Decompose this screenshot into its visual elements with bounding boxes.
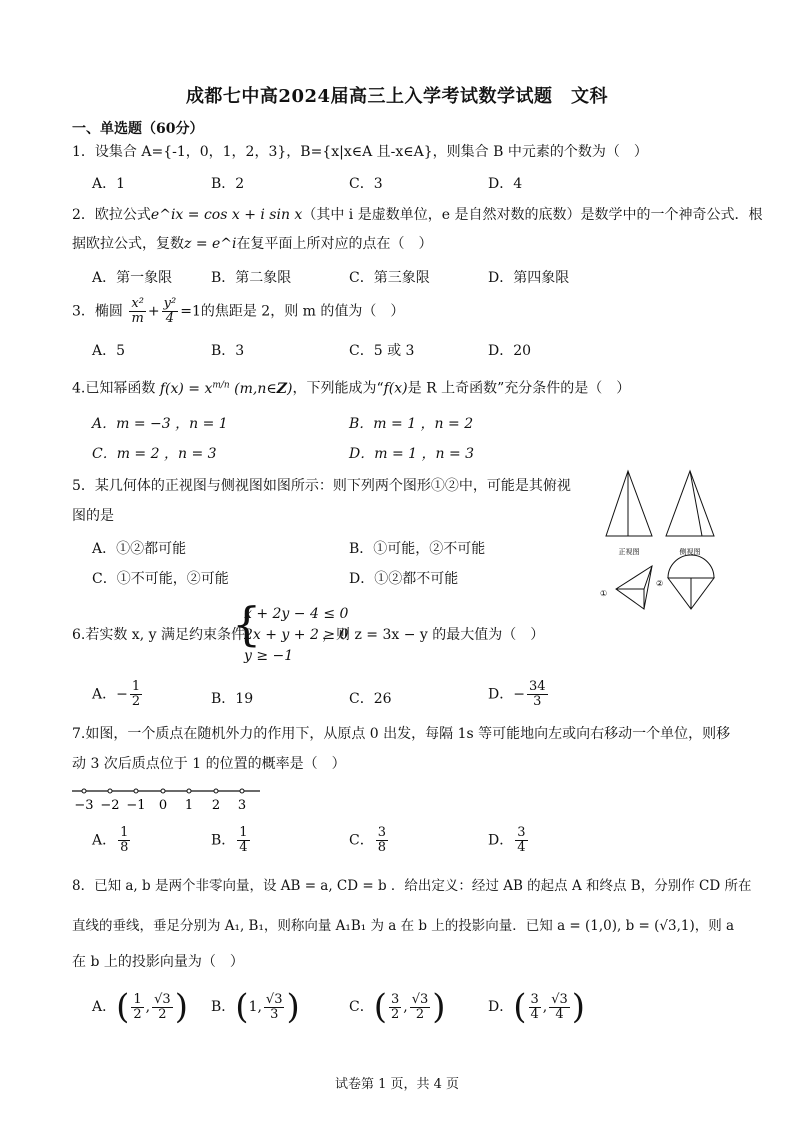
front-view-label: 正视图 <box>618 548 640 556</box>
q5-option-d[interactable]: D．①②都不可能 <box>349 571 459 587</box>
q1-option-a[interactable]: A．1 <box>92 176 126 192</box>
q6-option-a[interactable]: A．− $\frac{1}{2}$ <box>92 679 141 709</box>
q6-option-c[interactable]: C．26 <box>349 691 392 707</box>
q2-line2-b: 在复平面上所对应的点在（ ） <box>236 236 433 252</box>
q4-option-c[interactable]: C．m = 2 ，n = 3 <box>92 446 217 462</box>
q2-option-b[interactable]: B．第二象限 <box>211 270 292 286</box>
front-view-shape <box>606 471 652 536</box>
q6-brace: { <box>232 597 262 651</box>
question-2-stem <box>72 205 762 225</box>
q2-option-d[interactable]: D．第四象限 <box>488 270 570 286</box>
q3-ellipse-x-term: $\frac{\text{x²}}{m}$ <box>131 296 144 326</box>
q1-option-b[interactable]: B．2 <box>211 176 245 192</box>
side-view-label: 侧视图 <box>679 548 701 556</box>
q5-option-a[interactable]: A．①②都可能 <box>92 541 187 557</box>
q4-stem-a: 4.已知幂函数 <box>72 380 156 397</box>
question-7-line1: 7.如图，一个质点在随机外力的作用下，从原点 0 出发，每隔 1s 等可能地向左或向右移动一个单位，则移 <box>72 726 731 742</box>
q3-option-b[interactable]: B．3 <box>211 343 245 359</box>
q2-complex-z: z = e^i <box>184 236 237 252</box>
question-8-line2: 直线的垂线，垂足分别为 A₁, B₁，则称向量 A₁B₁ 为 a 在 b 上的投影向量．已知 a = (1,0), b = (√3,1)，则 a <box>72 918 735 934</box>
tick-label: −2 <box>100 798 120 813</box>
q8-option-c[interactable]: C．( $\frac{3}{2}$ , $\frac{√3}{2}$ ) <box>349 987 446 1027</box>
option-1-label: ① <box>600 589 608 598</box>
q4-power-function: $f(x) = x^{m/n}$ (m,n∈Z) <box>159 380 293 397</box>
q3-stem-b: 的焦距是 2，则 m 的值为（ ） <box>200 303 405 320</box>
q8-option-d[interactable]: D．( $\frac{3}{4}$ , $\frac{√3}{4}$ ) <box>488 987 586 1027</box>
option-2-label: ② <box>656 579 664 588</box>
q3-option-a[interactable]: A．5 <box>92 343 126 359</box>
q2-option-c[interactable]: C．第三象限 <box>349 270 430 286</box>
q7-option-a[interactable]: A． $\frac{1}{8}$ <box>92 825 129 855</box>
tick-label: −1 <box>126 798 146 813</box>
q7-option-d[interactable]: D． $\frac{3}{4}$ <box>488 825 526 855</box>
section-heading: 一、单选题（60分） <box>72 121 204 137</box>
q8-option-a[interactable]: A．( $\frac{1}{2}$ , $\frac{√3}{2}$ ) <box>92 987 188 1027</box>
q6-stem-b: ，则 z = 3x − y 的最大值为（ ） <box>322 627 545 643</box>
q4-option-d[interactable]: D．m = 1 ，n = 3 <box>349 446 475 462</box>
q5-option-c[interactable]: C．①不可能，②可能 <box>92 571 229 587</box>
question-2-line2 <box>72 234 433 254</box>
question-4-stem <box>72 375 630 399</box>
question-7-line2: 动 3 次后质点位于 1 的位置的概率是（ ） <box>72 756 346 772</box>
q8-option-b[interactable]: B．(1, $\frac{√3}{3}$ ) <box>211 987 300 1027</box>
q1-option-d[interactable]: D．4 <box>488 176 523 192</box>
q2-option-a[interactable]: A．第一象限 <box>92 270 173 286</box>
q3-ellipse-y-term: $\frac{\text{y²}}{4}$ <box>163 296 177 326</box>
q3-stem-a: 3．椭圆 <box>72 303 123 320</box>
q6-option-d[interactable]: D．− $\frac{34}{3}$ <box>488 679 546 709</box>
tick-label: 1 <box>184 798 194 813</box>
option-1-shape <box>616 566 652 609</box>
q7-option-b[interactable]: B． $\frac{1}{4}$ <box>211 825 248 855</box>
question-8-line1: 8．已知 a, b 是两个非零向量，设 AB = a, CD = b ．给出定义：经过 AB 的起点 A 和终点 B，分别作 CD 所在 <box>72 878 752 894</box>
q4-option-a[interactable]: A．m = −3 ，n = 1 <box>92 416 228 432</box>
q4-stem-c: 是 R 上奇函数”充分条件的是（ ） <box>407 380 631 397</box>
q4-fx: f(x) <box>383 380 408 397</box>
question-5-line2: 图的是 <box>72 508 114 524</box>
q2-stem-a: 2．欧拉公式 <box>72 207 151 223</box>
q6-constraint-3: y ≥ −1 <box>244 648 294 664</box>
tick-label: −3 <box>74 798 94 813</box>
tick-label: 3 <box>237 798 247 813</box>
q6-constraint-2: 2x + y + 2 ≥ 0 <box>244 627 349 643</box>
q6-constraint-1: x + 2y − 4 ≤ 0 <box>244 606 349 622</box>
question-5-line1: 5．某几何体的正视图与侧视图如图所示：则下列两个图形①②中，可能是其俯视 <box>72 478 571 494</box>
q3-option-d[interactable]: D．20 <box>488 343 532 359</box>
q5-option-b[interactable]: B．①可能，②不可能 <box>349 541 486 557</box>
q3-option-c[interactable]: C．5 或 3 <box>349 343 415 359</box>
q6-stem-a: 6.若实数 x, y 满足约束条件 <box>72 627 245 643</box>
q7-option-c[interactable]: C． $\frac{3}{8}$ <box>349 825 386 855</box>
q2-line2-a: 据欧拉公式，复数 <box>72 236 184 252</box>
q1-option-c[interactable]: C．3 <box>349 176 383 192</box>
side-view-shape <box>666 471 714 536</box>
question-1-stem: 1．设集合 A={-1，0，1，2，3}，B={x|x∈A 且-x∈A}，则集合 B 中元素的个数为（ ） <box>72 144 648 160</box>
page-title: 成都七中高2024届高三上入学考试数学试题 文科 <box>185 86 609 107</box>
number-line <box>70 784 270 814</box>
page-footer: 试卷第 1 页，共 4 页 <box>334 1077 460 1092</box>
q5-figure <box>594 466 744 616</box>
q2-euler-formula: e^ix = cos x + i sin x <box>150 207 303 223</box>
question-3-stem: 3．椭圆 $\frac{\text{x²}}{m}$ + $\frac{\text{y²}}{4}$ =1的焦距是 2，则 m 的值为（ ） <box>72 296 405 326</box>
tick-label: 2 <box>211 798 221 813</box>
q2-stem-b: （其中 i 是虚数单位，e 是自然对数的底数）是数学中的一个神奇公式．根 <box>302 207 763 223</box>
q4-option-b[interactable]: B．m = 1 ，n = 2 <box>349 416 474 432</box>
q6-option-b[interactable]: B．19 <box>211 691 254 707</box>
question-8-line3: 在 b 上的投影向量为（ ） <box>72 954 244 970</box>
tick-label: 0 <box>158 798 168 813</box>
q4-stem-b: ，下列能成为“ <box>292 380 384 397</box>
